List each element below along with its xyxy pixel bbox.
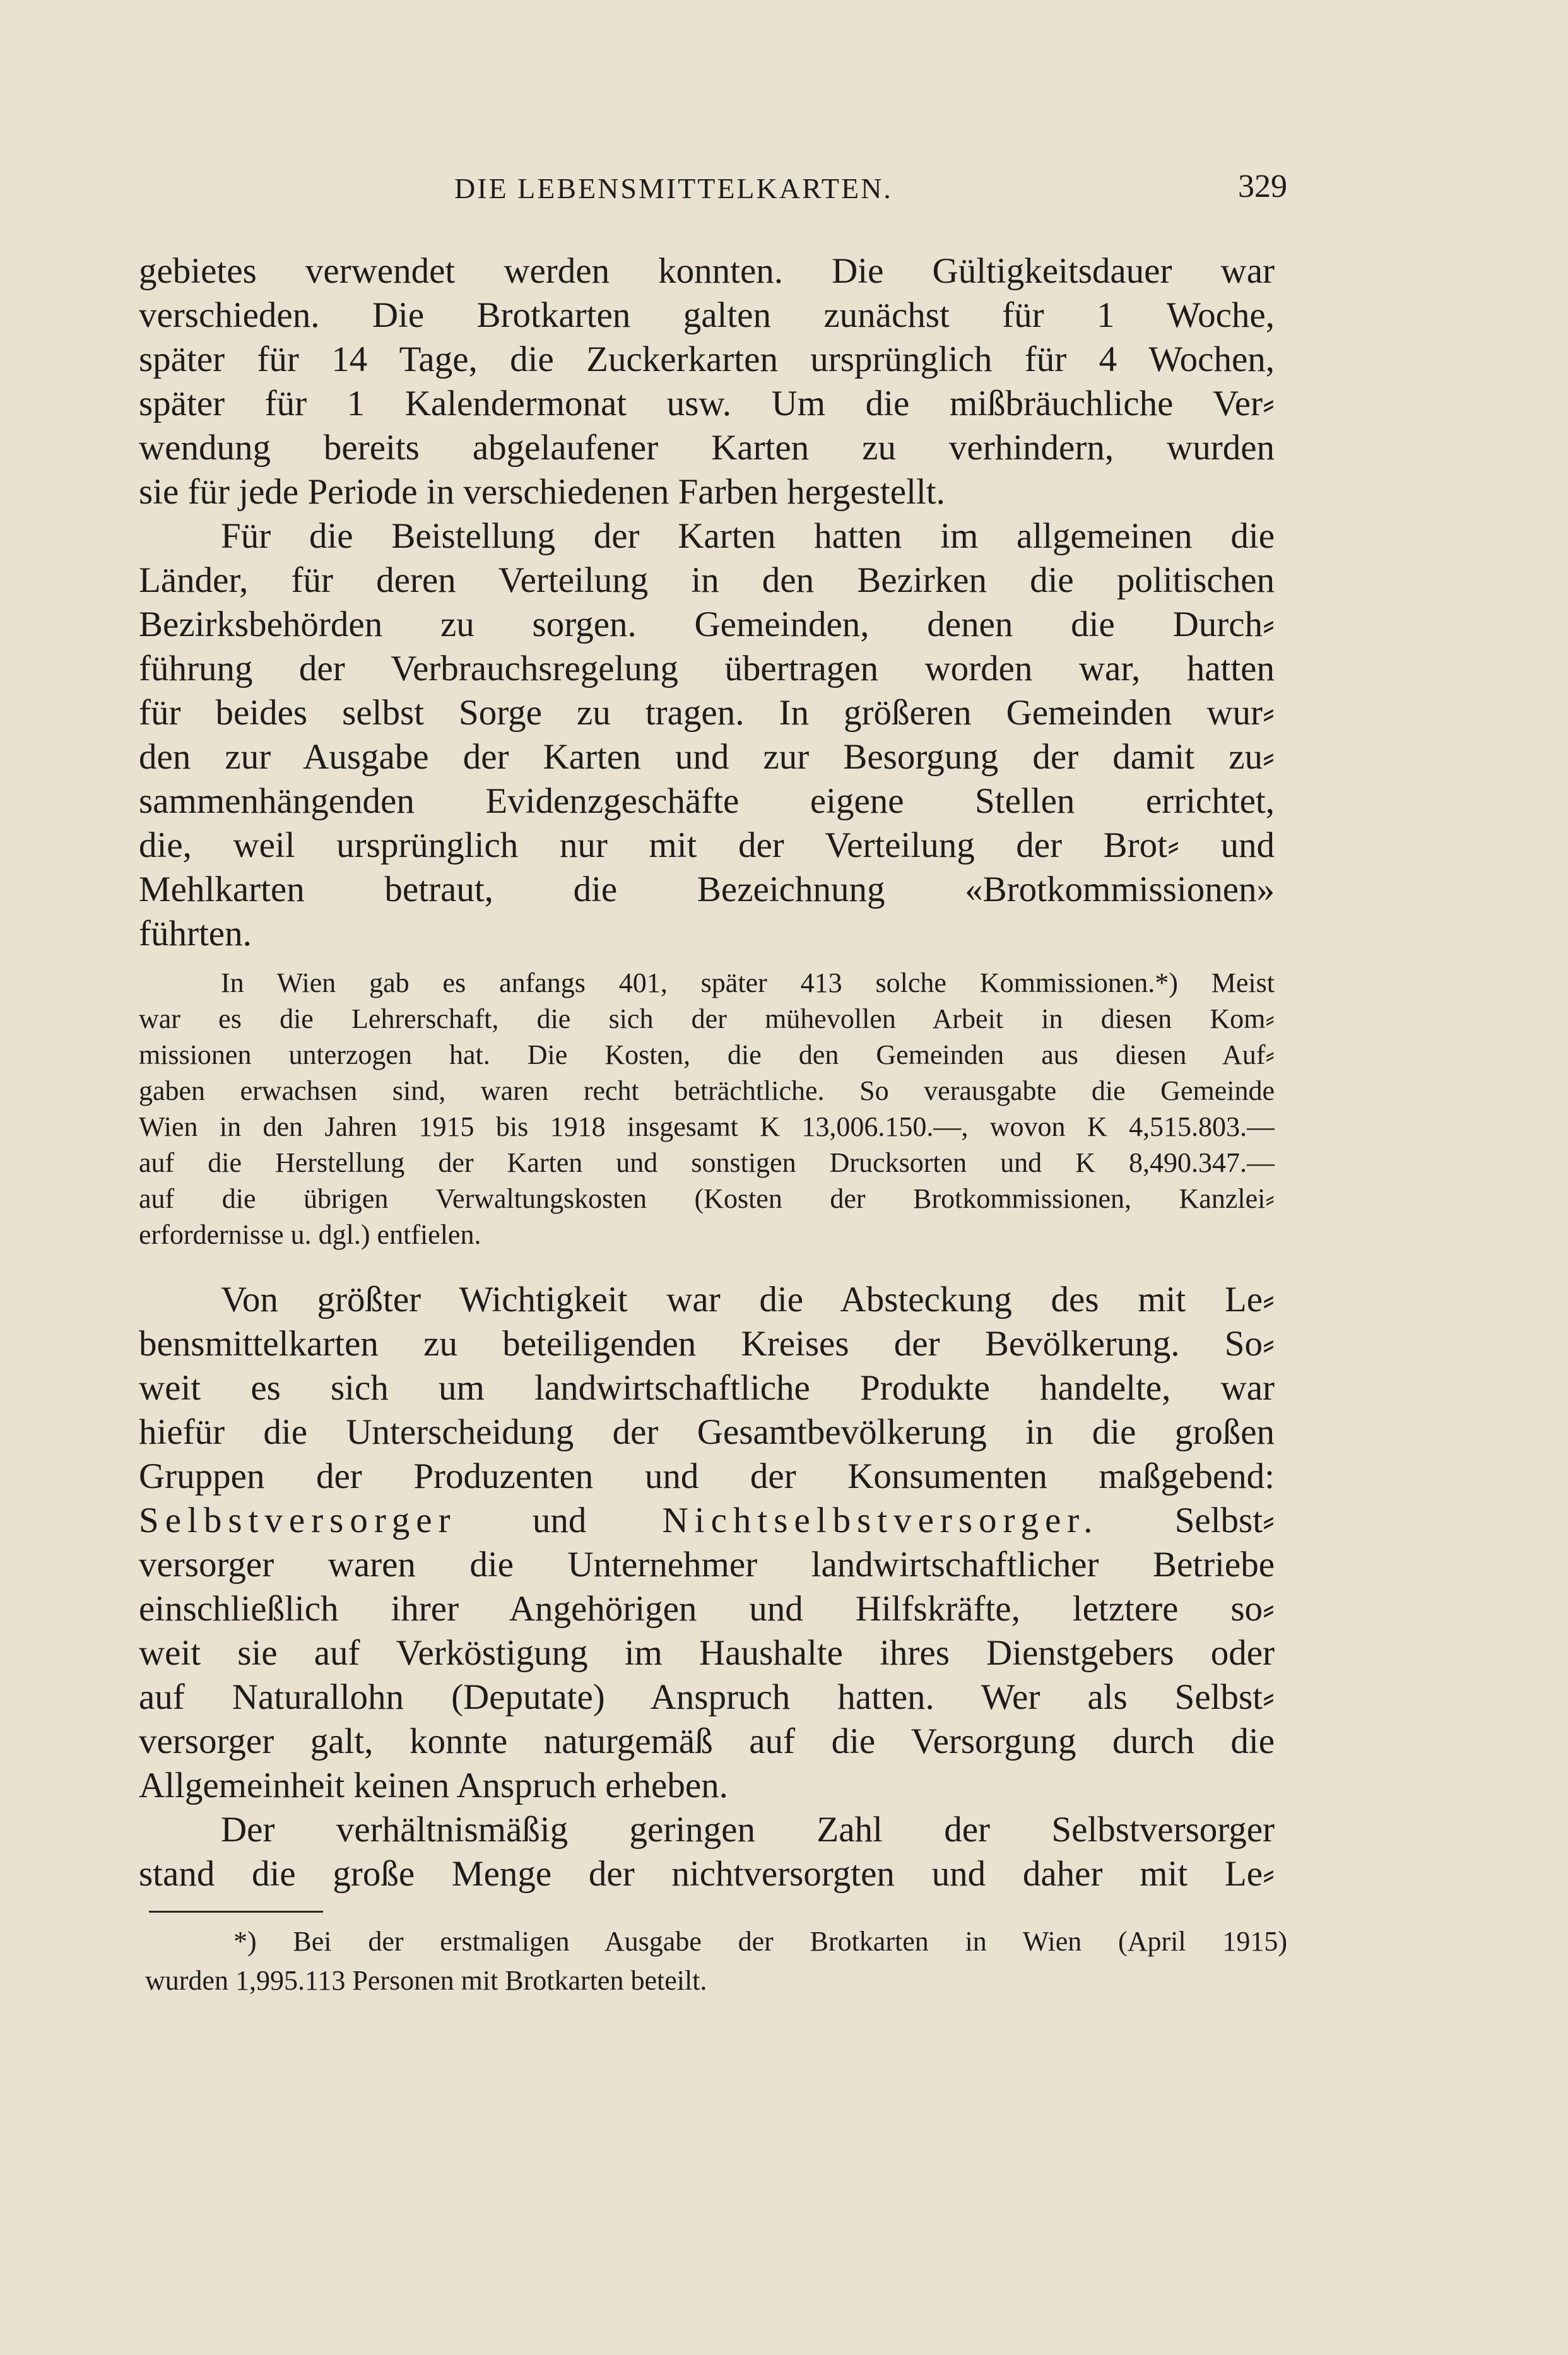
text-line: Wien in den Jahren 1915 bis 1918 insgesamt K 13,006.150.—, wovon K 4,515.803.— xyxy=(139,1111,1275,1142)
text-line: später für 1 Kalendermonat usw. Um die mißbräuchliche Ver⸗ xyxy=(139,384,1275,423)
paragraph-3 xyxy=(139,1278,1275,1808)
spaced-terms-line xyxy=(139,1499,1275,1543)
text-line: auf die übrigen Verwaltungskosten (Kosten der Brotkommissionen, Kanzlei⸗ xyxy=(139,1183,1275,1214)
page-number: 329 xyxy=(1238,168,1287,204)
text-line: verschieden. Die Brotkarten galten zunächst für 1 Woche, xyxy=(139,295,1275,335)
paragraph-4 xyxy=(139,1808,1275,1896)
footnote-line: *) Bei der erstmaligen Ausgabe der Brotkarten in Wien (April 1915) xyxy=(233,1926,1287,1957)
running-head xyxy=(139,168,1287,216)
body-text xyxy=(139,249,1275,1896)
text-line: erfordernisse u. dgl.) entfielen. xyxy=(139,1219,481,1250)
text-line: sammenhängenden Evidenzgeschäfte eigene Stellen errichtet, xyxy=(139,781,1275,821)
text-line: den zur Ausgabe der Karten und zur Besorgung der damit zu⸗ xyxy=(139,737,1275,777)
text-line: weit es sich um landwirtschaftliche Produkte handelte, war xyxy=(139,1368,1275,1408)
text-line: führten. xyxy=(139,914,252,953)
text-line: missionen unterzogen hat. Die Kosten, die den Gemeinden aus diesen Auf⸗ xyxy=(139,1039,1275,1070)
text-line: hiefür die Unterscheidung der Gesamtbevölkerung in die großen xyxy=(139,1412,1275,1452)
spaced-term-nichtselbstversorger: Nichtselbstversorger. xyxy=(662,1501,1099,1540)
text-line: Mehlkarten betraut, die Bezeichnung «Brotkommissionen» xyxy=(139,870,1275,909)
footnote-rule xyxy=(149,1911,323,1913)
text-line: für beides selbst Sorge zu tragen. In größeren Gemeinden wur⸗ xyxy=(139,693,1275,733)
text-line: versorger waren die Unternehmer landwirtschaftlicher Betriebe xyxy=(139,1545,1275,1585)
text-line: die, weil ursprünglich nur mit der Verteilung der Brot⸗ und xyxy=(139,825,1275,865)
paragraph-1 xyxy=(139,249,1275,514)
text-line: Gruppen der Produzenten und der Konsumenten maßgebend: xyxy=(139,1456,1275,1496)
running-title: DIE LEBENSMITTELKARTEN. xyxy=(454,172,893,204)
text-line: versorger galt, konnte naturgemäß auf die Versorgung durch die xyxy=(139,1721,1275,1761)
text-line: sie für jede Periode in verschiedenen Farben hergestellt. xyxy=(139,472,945,512)
text-line: weit sie auf Verköstigung im Haushalte ihres Dienstgebers oder xyxy=(139,1633,1275,1673)
text-line: später für 14 Tage, die Zuckerkarten ursprünglich für 4 Wochen, xyxy=(139,339,1275,379)
text-line: auf die Herstellung der Karten und sonstigen Drucksorten und K 8,490.347.— xyxy=(139,1147,1275,1178)
text-line: In Wien gab es anfangs 401, später 413 solche Kommissionen.*) Meist xyxy=(221,967,1275,998)
spaced-term-selbstversorger: Selbstversorger xyxy=(139,1501,457,1540)
text-line: Allgemeinheit keinen Anspruch erheben. xyxy=(139,1766,728,1805)
text-line: Der verhältnismäßig geringen Zahl der Selbstversorger xyxy=(221,1810,1275,1850)
text-line: führung der Verbrauchsregelung übertragen worden war, hatten xyxy=(139,649,1275,688)
text-line: wendung bereits abgelaufener Karten zu verhindern, wurden xyxy=(139,428,1275,468)
text-line: gaben erwachsen sind, waren recht beträchtliche. So verausgabte die Gemeinde xyxy=(139,1075,1275,1106)
text-line: Für die Beistellung der Karten hatten im allgemeinen die xyxy=(221,516,1275,556)
text-line: Länder, für deren Verteilung in den Bezirken die politischen xyxy=(139,560,1275,600)
line-rest: Selbst⸗ xyxy=(1174,1501,1275,1540)
text-line: Von größter Wichtigkeit war die Absteckung des mit Le⸗ xyxy=(221,1280,1275,1319)
text-line: Bezirksbehörden zu sorgen. Gemeinden, denen die Durch⸗ xyxy=(139,605,1275,644)
connector-word: und xyxy=(532,1501,587,1540)
footnote xyxy=(145,1922,1287,2000)
paragraph-2 xyxy=(139,514,1275,956)
small-print-paragraph xyxy=(139,965,1275,1253)
text-line: stand die große Menge der nichtversorgten und daher mit Le⸗ xyxy=(139,1854,1275,1894)
footnote-line: wurden 1,995.113 Personen mit Brotkarten beteilt. xyxy=(145,1965,707,1996)
text-line: bensmittelkarten zu beteiligenden Kreises der Bevölkerung. So⸗ xyxy=(139,1324,1275,1364)
text-line: war es die Lehrerschaft, die sich der mühevollen Arbeit in diesen Kom⸗ xyxy=(139,1003,1275,1034)
text-line: einschließlich ihrer Angehörigen und Hilfskräfte, letztere so⸗ xyxy=(139,1589,1275,1629)
text-line: auf Naturallohn (Deputate) Anspruch hatten. Wer als Selbst⸗ xyxy=(139,1677,1275,1717)
text-line: gebietes verwendet werden konnten. Die Gültigkeitsdauer war xyxy=(139,251,1275,291)
